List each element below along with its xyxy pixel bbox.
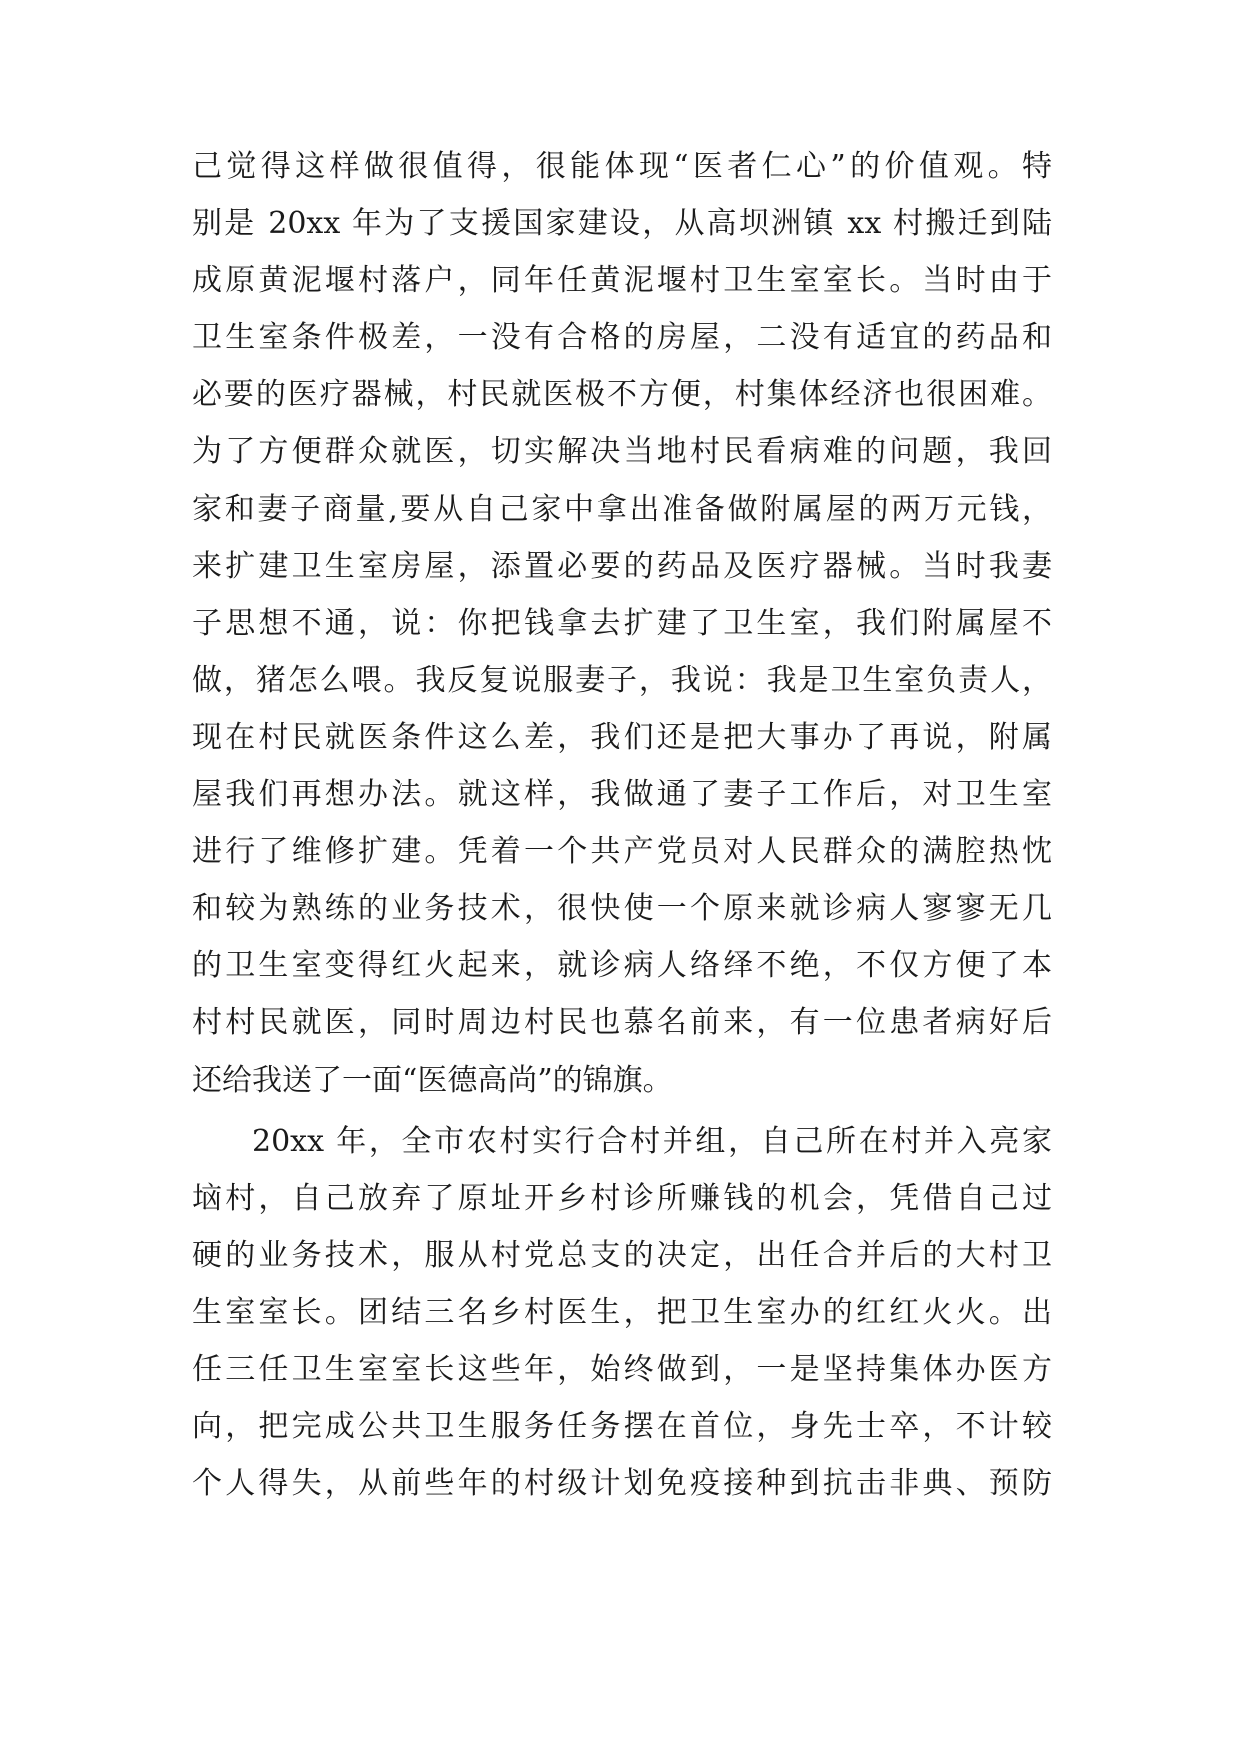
text-line: 个人得失，从前些年的村级计划免疫接种到抗击非典、预防: [192, 1466, 1052, 1502]
text-line: 的卫生室变得红火起来，就诊病人络绎不绝，不仅方便了本: [192, 948, 1052, 984]
text-line: 向，把完成公共卫生服务任务摆在首位，身先士卒，不计较: [192, 1409, 1052, 1445]
text-line: 现在村民就医条件这么差，我们还是把大事办了再说，附属: [192, 719, 1052, 755]
text-line: 己觉得这样做很值得，很能体现“医者仁心”的价值观。特: [192, 149, 1052, 184]
text-line: 垴村，自己放弃了原址开乡村诊所赚钱的机会，凭借自己过: [192, 1180, 1052, 1216]
text-line: 别是 20xx 年为了支援国家建设，从高坝洲镇 xx 村搬迁到陆: [192, 206, 1052, 242]
text-line: 为了方便群众就医，切实解决当地村民看病难的问题，我回: [192, 434, 1052, 470]
text-line: 硬的业务技术，服从村党总支的决定，出任合并后的大村卫: [192, 1237, 1052, 1273]
document-body: [192, 138, 1052, 1512]
text-line: 屋我们再想办法。就这样，我做通了妻子工作后，对卫生室: [192, 777, 1052, 813]
text-line: 成原黄泥堰村落户，同年任黄泥堰村卫生室室长。当时由于: [192, 263, 1052, 299]
text-line: 做，猪怎么喂。我反复说服妻子，我说：我是卫生室负责人，: [192, 662, 1052, 698]
text-line: 子思想不通，说：你把钱拿去扩建了卫生室，我们附属屋不: [192, 605, 1052, 641]
text-line: 还给我送了一面“医德高尚”的锦旗。: [192, 1062, 673, 1098]
text-line: 来扩建卫生室房屋，添置必要的药品及医疗器械。当时我妻: [192, 548, 1052, 584]
text-line: 20xx 年，全市农村实行合村并组，自己所在村并入亮家: [252, 1123, 1052, 1159]
text-line: 进行了维修扩建。凭着一个共产党员对人民群众的满腔热忱: [192, 834, 1052, 870]
text-line: 和较为熟练的业务技术，很快使一个原来就诊病人寥寥无几: [192, 891, 1052, 927]
text-line: 任三任卫生室室长这些年，始终做到，一是坚持集体办医方: [192, 1351, 1052, 1387]
text-line: 村村民就医，同时周边村民也慕名前来，有一位患者病好后: [192, 1005, 1052, 1041]
paragraph-1: [192, 138, 1052, 1109]
text-line: 卫生室条件极差，一没有合格的房屋，二没有适宜的药品和: [192, 320, 1052, 356]
text-line: 家和妻子商量,要从自己家中拿出准备做附属屋的两万元钱，: [192, 491, 1052, 527]
paragraph-2: [192, 1113, 1052, 1513]
text-line: 生室室长。团结三名乡村医生，把卫生室办的红红火火。出: [192, 1294, 1052, 1330]
text-line: 必要的医疗器械，村民就医极不方便，村集体经济也很困难。: [192, 377, 1052, 413]
